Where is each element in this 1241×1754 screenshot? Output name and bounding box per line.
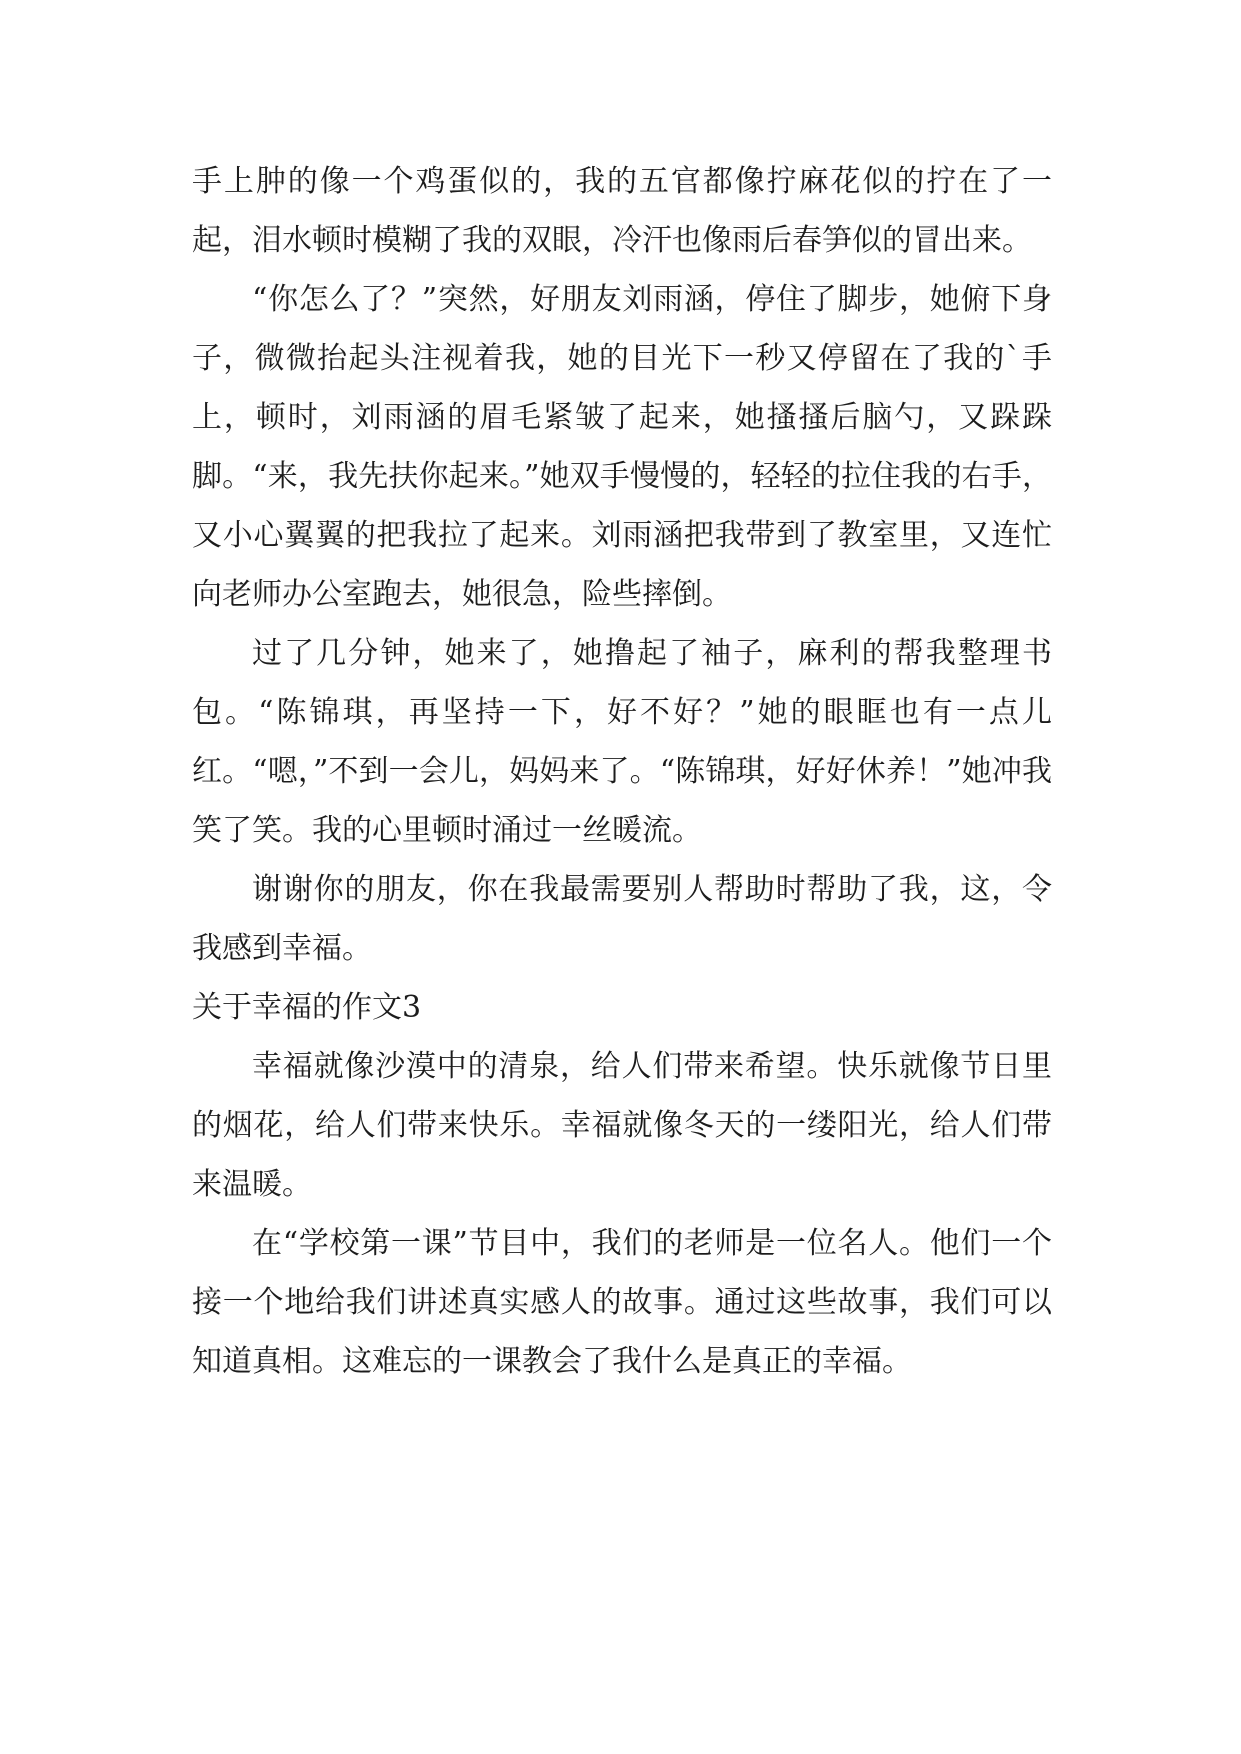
paragraph-dialogue: “你怎么了？”突然，好朋友刘雨涵，停住了脚步，她俯下身子，微微抬起头注视着我，她的目光下一秒又停留在了我的`手上，顿时，刘雨涵的眉毛紧皱了起来，她搔搔后脑勺，又跺跺脚。“来，我先扶你起来。”她双手慢慢的，轻轻的拉住我的右手，又小心翼翼的把我拉了起来。刘雨涵把我带到了教室里，又连忙向老师办公室跑去，她很急，险些摔倒。	[192, 282, 1052, 612]
essay-heading: 关于幸福的作文3	[192, 990, 422, 1025]
paragraph-first-lesson: 在“学校第一课”节目中，我们的老师是一位名人。他们一个接一个地给我们讲述真实感人的故事。通过这些故事，我们可以知道真相。这难忘的一课教会了我什么是真正的幸福。	[192, 1226, 1052, 1379]
document-body	[192, 152, 1052, 1391]
paragraph-thanks: 谢谢你的朋友，你在我最需要别人帮助时帮助了我，这，令我感到幸福。	[192, 872, 1052, 966]
paragraph-continued: 手上肿的像一个鸡蛋似的，我的五官都像拧麻花似的拧在了一起，泪水顿时模糊了我的双眼，冷汗也像雨后春笋似的冒出来。	[192, 164, 1052, 258]
paragraph-happiness-like: 幸福就像沙漠中的清泉，给人们带来希望。快乐就像节日里的烟花，给人们带来快乐。幸福就像冬天的一缕阳光，给人们带来温暖。	[192, 1049, 1052, 1202]
paragraph-minutes-later: 过了几分钟，她来了，她撸起了袖子，麻利的帮我整理书包。“陈锦琪，再坚持一下，好不好？”她的眼眶也有一点儿红。“嗯，”不到一会儿，妈妈来了。“陈锦琪，好好休养！”她冲我笑了笑。我的心里顿时涌过一丝暖流。	[192, 636, 1052, 848]
